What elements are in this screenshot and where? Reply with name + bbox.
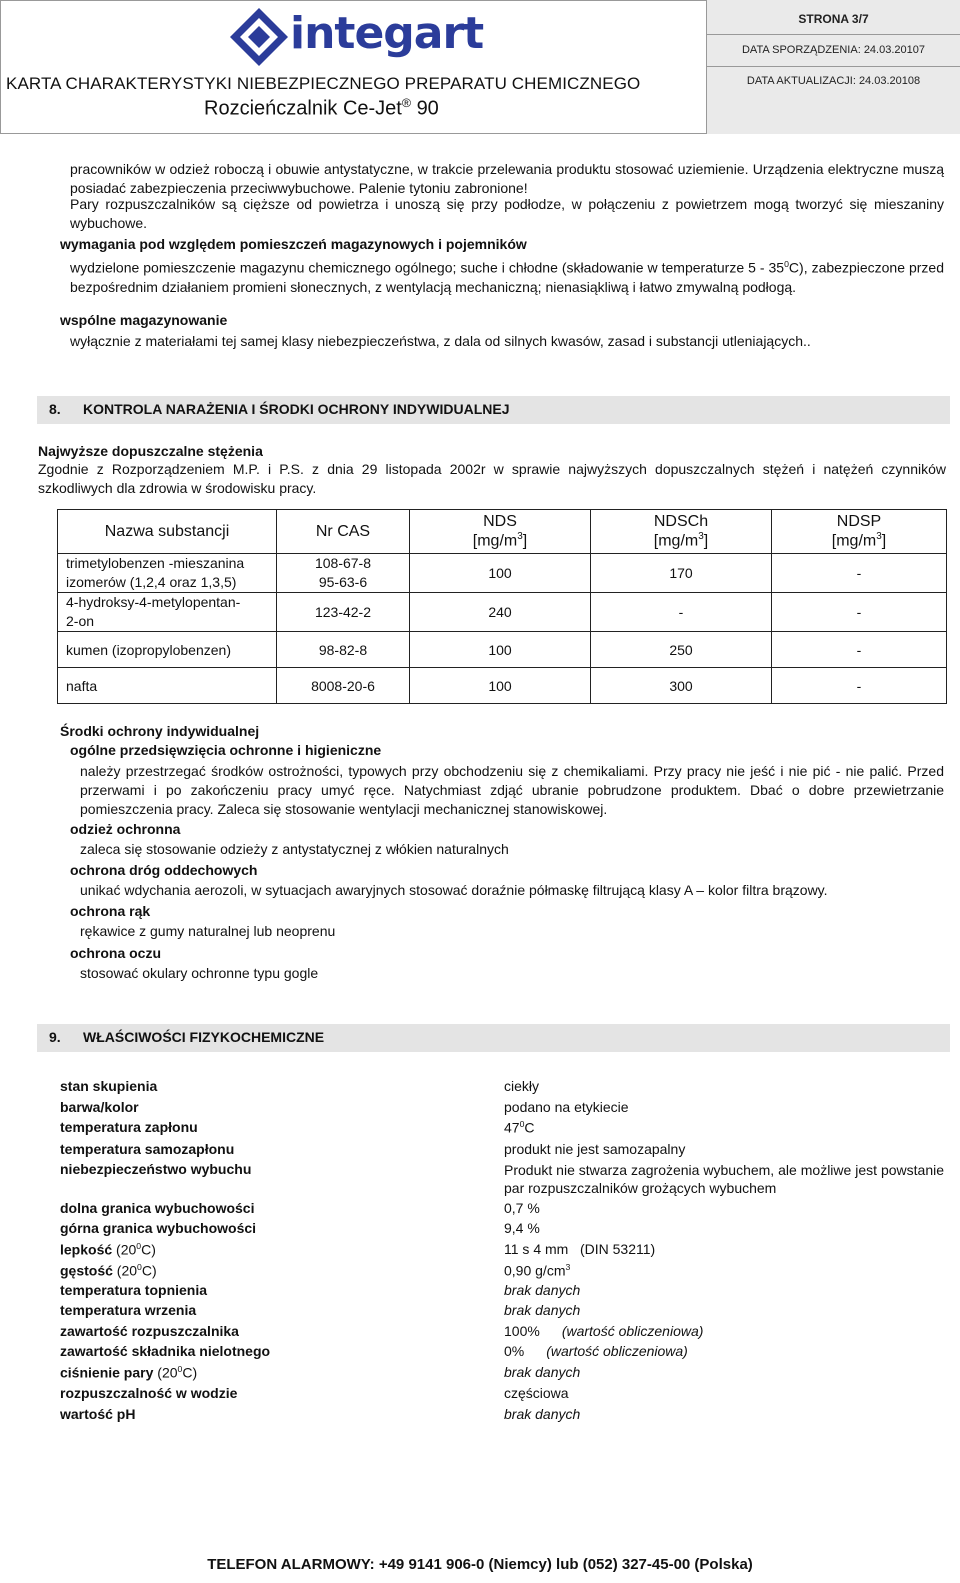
- hand-protection-heading: ochrona rąk: [70, 903, 151, 919]
- section-9-header: [37, 1024, 950, 1052]
- table-row: kumen (izopropylobenzen) 98-82-8 100 250 -: [58, 632, 947, 668]
- prop-value: 100% (wartość obliczeniowa): [504, 1323, 704, 1339]
- prop-value: 0,7 %: [504, 1200, 540, 1216]
- handling-paragraph: pracowników w odzież roboczą i obuwie antystatyczne, w trakcie przelewania produktu stosować uziemienie. Urządzenia elektryczne muszą posiadać zabezpieczenia przeciwwybuchowe. Palenie tytoniu zabronione!: [70, 161, 944, 196]
- prop-label: temperatura samozapłonu: [60, 1141, 235, 1157]
- exposure-limits-table: [57, 509, 947, 704]
- prop-value: produkt nie jest samozapalny: [504, 1141, 686, 1157]
- section-8-title: KONTROLA NARAŻENIA I ŚRODKI OCHRONY INDYWIDUALNEJ: [83, 401, 510, 417]
- prop-value: Produkt nie stwarza zagrożenia wybuchem, ale możliwe jest powstanie par rozpuszczalników grożących wybuchem: [504, 1162, 944, 1196]
- col-header-nds: NDS $[mg/m^3]$: [410, 510, 591, 554]
- logo-text: integart: [290, 8, 484, 59]
- company-logo: [228, 6, 484, 68]
- product-name: Rozcieńczalnik Ce-Jet® 90: [204, 96, 439, 120]
- col-header-ndsp: NDSP $[mg/m^3]$: [772, 510, 947, 554]
- eye-protection-heading: ochrona oczu: [70, 945, 162, 961]
- date-updated: DATA AKTUALIZACJI: 24.03.20108: [746, 75, 921, 87]
- clothing-heading: odzież ochronna: [70, 821, 181, 837]
- prop-value: 9,4 %: [504, 1220, 540, 1236]
- vapour-paragraph: Pary rozpuszczalników są cięższe od powietrza i unoszą się przy podłodze, w połączeniu z powietrzem mogą tworzyć się mieszaniny wybuchowe.: [70, 196, 944, 231]
- page-number: STRONA 3/7: [798, 12, 869, 26]
- section-8-header: [37, 396, 950, 424]
- registered-mark: ®: [401, 96, 411, 110]
- prop-value: brak danych: [504, 1406, 581, 1422]
- storage-heading: wymagania pod względem pomieszczeń magazynowych i pojemników: [60, 236, 527, 252]
- respiratory-heading: ochrona dróg oddechowych: [70, 862, 258, 878]
- logo-diamond-icon: [228, 6, 290, 68]
- section-9-title: WŁAŚCIWOŚCI FIZYKOCHEMICZNE: [83, 1029, 325, 1045]
- prop-label: dolna granica wybuchowości: [60, 1200, 255, 1216]
- joint-storage-heading: wspólne magazynowanie: [60, 312, 228, 328]
- prop-label: górna granica wybuchowości: [60, 1220, 257, 1236]
- eye-protection-text: stosować okulary ochronne typu gogle: [80, 965, 319, 981]
- limits-heading: Najwyższe dopuszczalne stężenia: [38, 443, 263, 459]
- prop-label: rozpuszczalność w wodzie: [60, 1385, 238, 1401]
- general-measures-heading: ogólne przedsięwzięcia ochronne i higieniczne: [70, 742, 382, 758]
- table-row: nafta 8008-20-6 100 300 -: [58, 668, 947, 704]
- prop-label: lepkość $(20^0C)$: [60, 1241, 156, 1258]
- prop-label: niebezpieczeństwo wybuchu: [60, 1161, 252, 1177]
- table-row: trimetylobenzen -mieszanina izomerów (1,2,4 oraz 1,3,5) 108-67-8 95-63-6 100 170 -: [58, 554, 947, 593]
- prop-label: temperatura topnienia: [60, 1282, 208, 1298]
- prop-value: brak danych: [504, 1282, 581, 1298]
- prop-value: ciekły: [504, 1078, 540, 1094]
- ppe-heading: Środki ochrony indywidualnej: [60, 723, 260, 739]
- hand-protection-text: rękawice z gumy naturalnej lub neoprenu: [80, 923, 336, 939]
- prop-label: wartość pH: [60, 1406, 136, 1422]
- joint-storage-text: wyłącznie z materiałami tej samej klasy niebezpieczeństwa, z dala od silnych kwasów, zasad i substancji utleniających..: [70, 333, 811, 349]
- prop-label: ciśnienie pary $(20^0C)$: [60, 1364, 198, 1381]
- header-meta-box: [706, 0, 960, 134]
- prop-value: 11 s 4 mm (DIN 53211): [504, 1241, 656, 1257]
- table-header-row: [58, 510, 947, 554]
- prop-label: stan skupienia: [60, 1078, 158, 1094]
- general-measures-text: należy przestrzegać środków ostrożności, typowych przy obchodzeniu się z chemikaliami. Przy pracy nie jeść i nie pić - nie palić. Przed przerwami i po zakończeniu pracy umyć ręce. Natychmiast zdjąć ubranie pobrudzone produktem. Dbać o dobre przewietrzanie pomieszczenia pracy. Zaleca się stosowanie wentylacji mechanicznej stanowiskowej.: [80, 763, 944, 817]
- prop-label: zawartość składnika nielotnego: [60, 1343, 271, 1359]
- col-header-name: Nazwa substancji: [58, 510, 277, 554]
- emergency-phone-footer: TELEFON ALARMOWY: +49 9141 906-0 (Niemcy) lub (052) 327-45-00 (Polska): [207, 1556, 753, 1573]
- prop-value: 0% (wartość obliczeniowa): [504, 1343, 688, 1359]
- section-9-number: 9.: [49, 1029, 61, 1045]
- prop-value: podano na etykiecie: [504, 1099, 629, 1115]
- document-title: KARTA CHARAKTERYSTYKI NIEBEZPIECZNEGO PREPARATU CHEMICZNEGO: [6, 74, 641, 93]
- section-8-number: 8.: [49, 401, 61, 417]
- prop-value: brak danych: [504, 1364, 581, 1380]
- col-header-ndsch: NDSCh $[mg/m^3]$: [591, 510, 772, 554]
- limits-text: Zgodnie z Rozporządzeniem M.P. i P.S. z dnia 29 listopada 2002r w sprawie najwyższych dopuszczalnych stężeń i natężeń czynników szkodliwych dla zdrowia w środowisku pracy.: [38, 461, 946, 496]
- respiratory-text: unikać wdychania aerozoli, w sytuacjach awaryjnych stosować doraźnie półmaskę filtrującą klasy A – kolor filtra brązowy.: [80, 882, 828, 898]
- prop-label: barwa/kolor: [60, 1099, 139, 1115]
- prop-value: brak danych: [504, 1302, 581, 1318]
- prop-label: gęstość $(20^0C)$: [60, 1262, 157, 1279]
- prop-value: $47^0C$: [504, 1119, 535, 1136]
- storage-text: wydzielone pomieszczenie magazynu chemicznego ogólnego; suche i chłodne (składowanie w temperaturze $5 - 35^0C$), zabezpieczone przed bezpośrednim działaniem promieni słonecznych, z wentylacją mechaniczną; nienasiąkliwą i łatwo zmywalną podłogą.: [70, 259, 944, 295]
- prop-label: zawartość rozpuszczalnika: [60, 1323, 239, 1339]
- prop-value: częściowa: [504, 1385, 569, 1401]
- date-created: DATA SPORZĄDZENIA: 24.03.20107: [741, 44, 925, 56]
- prop-label: temperatura wrzenia: [60, 1302, 197, 1318]
- prop-value: 0,90 $g/cm^3$: [504, 1262, 571, 1279]
- col-header-cas: Nr CAS: [277, 510, 410, 554]
- prop-label: temperatura zapłonu: [60, 1119, 198, 1135]
- clothing-text: zaleca się stosowanie odzieży z antystatycznej z włókien naturalnych: [80, 841, 509, 857]
- table-row: 4-hydroksy-4-metylopentan- 2-on 123-42-2 240 - -: [58, 593, 947, 632]
